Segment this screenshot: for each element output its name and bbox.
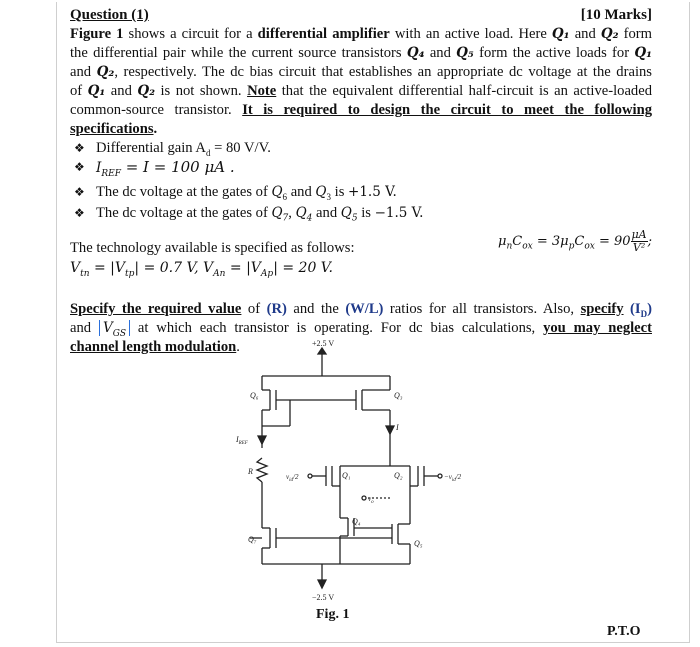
spec-dc-2: ❖ The dc voltage at the gates of $Q_7$, $Q_4$ and $Q_5$ is −1.5 V.: [74, 205, 424, 224]
intro-line-6: [70, 120, 652, 139]
specifications-label: specifications: [70, 121, 154, 137]
q5-label: Q₅: [414, 539, 423, 548]
technology-text: The technology available is specified as follows:: [70, 240, 355, 256]
task-line-2: [70, 319, 652, 338]
text: and: [312, 205, 341, 221]
intro-line-3: [70, 63, 652, 82]
diff-amp-term: differential amplifier: [257, 26, 390, 42]
question-marks: [10 Marks]: [580, 7, 652, 23]
c: C: [512, 234, 523, 249]
text: (I: [623, 301, 641, 317]
vo-label: $v_o$: [368, 495, 374, 505]
subscript: d: [205, 147, 211, 158]
iref-label: $I_{REF}$: [236, 435, 248, 446]
text: is not shown.: [155, 83, 248, 99]
neglect-label: you may neglect: [543, 320, 652, 336]
text: Differential gain A: [96, 140, 206, 156]
specify-label: specify: [580, 301, 624, 317]
wl-term: (W/L): [345, 301, 384, 317]
q1-label: Q₁: [342, 471, 351, 480]
mu: μ: [498, 234, 507, 249]
text: that the equivalent differential half-circuit is an active-loaded: [276, 83, 652, 99]
intro-line-4: [70, 82, 652, 101]
text: form the active loads for: [473, 45, 635, 61]
text: , respectively. The dc bias circuit that establishes an appropriate dc voltage at the drains: [114, 64, 652, 80]
subscript: REF: [101, 168, 121, 179]
vdd-label: +2.5 V: [312, 339, 335, 348]
intro-line-5: [70, 101, 652, 120]
text: ,: [288, 205, 296, 221]
vss-label: −2.5 V: [312, 593, 335, 602]
vdd-arrow-icon: [318, 348, 326, 354]
text: shows a circuit for a: [123, 26, 258, 42]
spec-dc-1: [70, 183, 652, 204]
text: and: [424, 45, 457, 61]
text: at which each transistor is operating. For dc bias calculations,: [130, 320, 544, 336]
text: form: [618, 26, 652, 42]
note-label: Note: [247, 83, 277, 99]
figure-caption: Fig. 1: [316, 607, 350, 622]
requirement-statement: It is required to design the circuit to meet the following: [242, 102, 652, 118]
text: is: [357, 205, 375, 221]
text: The dc voltage at the gates of: [96, 205, 272, 221]
text: ;: [647, 234, 652, 249]
text: .: [236, 339, 240, 355]
spec-iref: [70, 158, 652, 179]
text: .: [153, 121, 158, 137]
vin-neg-label: $-v_{id}/2$: [444, 473, 462, 483]
pto-label: P.T.O: [607, 624, 641, 639]
clm-label: channel length modulation: [70, 339, 237, 355]
diamond-bullet-icon: ❖: [74, 185, 85, 199]
symbol-i: I: [96, 160, 102, 176]
v: V: [70, 260, 81, 276]
denominator: V²: [632, 241, 646, 254]
vss-arrow-icon: [318, 580, 326, 588]
spec-gain: [70, 139, 652, 158]
question-title: Question (1): [70, 7, 149, 23]
text: = |V: [94, 260, 126, 276]
iref-arrow-icon: [258, 436, 266, 444]
text: and: [569, 26, 601, 42]
intro-line-1: [70, 25, 652, 44]
text: = |V: [229, 260, 261, 276]
symbol-q1: Q₁: [87, 83, 106, 99]
text: is: [331, 184, 349, 200]
v: V: [102, 320, 113, 336]
specify-value-label: Specify the required value: [70, 301, 242, 317]
value: = 80 V/V.: [210, 140, 271, 156]
value: = 90: [594, 234, 631, 249]
symbol-q4: Q₄: [406, 45, 425, 61]
question-body: [70, 6, 652, 357]
symbol-q1: Q₁: [551, 26, 570, 42]
value: = I = 100 μA .: [120, 158, 235, 176]
q4-label: Q₄: [352, 517, 361, 526]
vin-pos-label: $v_{id}/2$: [286, 473, 299, 483]
text: ): [647, 301, 652, 317]
current-arrow-icon: [386, 426, 394, 434]
c: C: [574, 234, 585, 249]
text: common-source transistor.: [70, 102, 243, 118]
text: | = 20 V.: [273, 260, 333, 276]
text: of: [70, 83, 88, 99]
diamond-bullet-icon: ❖: [74, 160, 85, 174]
diamond-bullet-icon: ❖: [74, 206, 85, 220]
text: = 3μ: [532, 234, 569, 249]
text: | = 0.7 V, V: [134, 260, 214, 276]
q2-label: Q₂: [394, 471, 403, 480]
task-line-1: [70, 300, 652, 319]
diamond-bullet-icon: ❖: [74, 141, 85, 155]
vgs-box: [99, 320, 130, 339]
resistor-r: [257, 458, 267, 482]
process-formula: $\mu_nC_{ox} = 3\mu_pC_{ox} = 90$ $\frac{\mu A}{\text{V²}}$ ;: [498, 228, 652, 254]
value: −1.5 V.: [374, 205, 424, 221]
subscript: GS: [112, 328, 127, 339]
value: +1.5 V.: [348, 184, 397, 200]
text: The dc voltage at the gates of: [96, 184, 272, 200]
subscript: D: [640, 308, 648, 319]
subscript: 3: [326, 191, 331, 202]
symbol-q1: Q₁: [634, 45, 653, 61]
text: and: [105, 83, 138, 99]
symbol-q: Q: [271, 184, 283, 200]
symbol-q2: Q₂: [137, 83, 156, 99]
question-header: [70, 6, 652, 25]
q7-label: Q₇: [248, 535, 257, 544]
unit-fraction: [631, 229, 648, 254]
text: and the: [286, 301, 346, 317]
text: with an active load. Here: [389, 26, 552, 42]
numerator: μA: [631, 228, 647, 241]
text: and: [70, 64, 97, 80]
figure-ref: Figure 1: [70, 26, 124, 42]
differential-amplifier-circuit: [230, 338, 470, 608]
text: and: [70, 320, 99, 336]
symbol-q2: Q₂: [96, 64, 115, 80]
symbol-q: Q: [315, 184, 327, 200]
symbol-q2: Q₂: [600, 26, 619, 42]
symbol-q5: Q₅: [456, 45, 474, 61]
text: the differential pair while the current source transistors: [70, 45, 407, 61]
r-label: R: [248, 467, 253, 476]
intro-line-2: [70, 44, 652, 63]
r-term: (R): [266, 301, 287, 317]
text: and: [287, 184, 316, 200]
subscript: 6: [282, 191, 288, 202]
i-label: I: [396, 423, 399, 432]
q3-label: Q₃: [394, 391, 403, 400]
technology-line-2: $V_{tn} = |V_{tp}| = 0.7$ V, $V_{An} = |V_{Ap}| = 20$ V.: [70, 260, 333, 279]
text: ratios for all transistors. Also,: [383, 301, 581, 317]
q6-label: Q₆: [250, 391, 259, 400]
text: of: [241, 301, 267, 317]
